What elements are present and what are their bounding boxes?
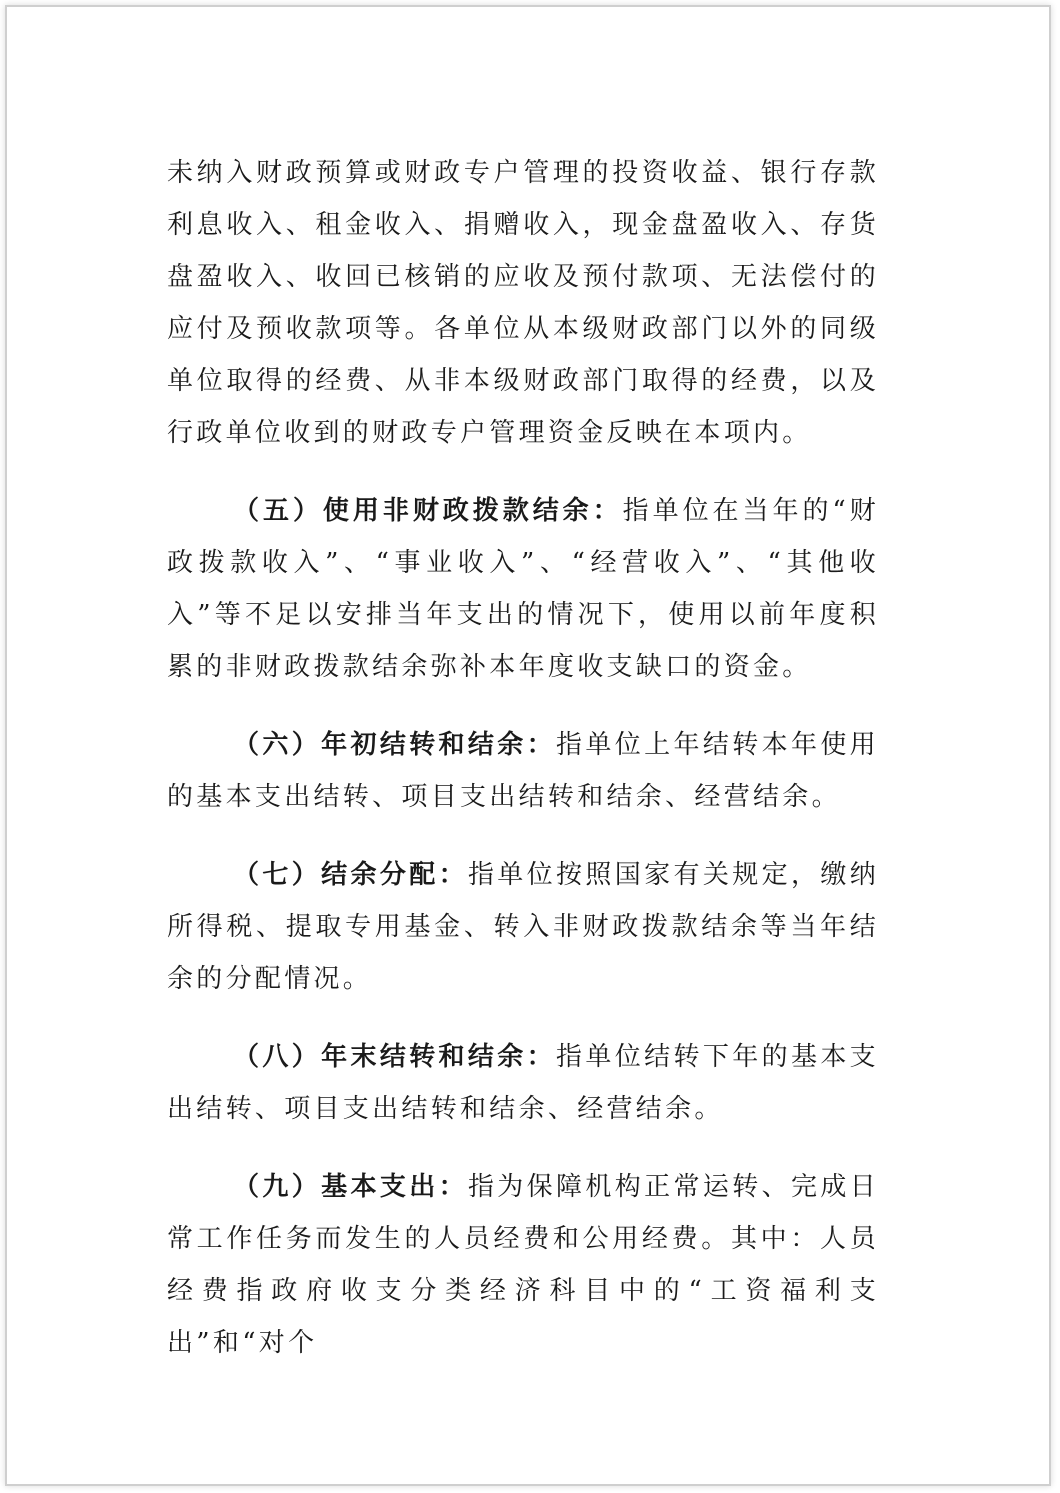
paragraph-term: （九）基本支出：	[233, 1172, 468, 1202]
paragraph-term: （七）结余分配：	[233, 860, 468, 890]
paragraph-term: （五）使用非财政拨款结余：	[233, 496, 623, 526]
paragraph-basic-expenditure	[167, 1161, 879, 1369]
paragraph-income-continued	[167, 147, 879, 459]
paragraph-term: （六）年初结转和结余：	[233, 730, 557, 760]
paragraph-text: 指单位上年结转本年使用的基本支出结转、项目支出结转和结余、经营结余。	[167, 730, 879, 812]
paragraph-text: 指为保障机构正常运转、完成日常工作任务而发生的人员经费和公用经费。其中：人员经费指政府收支分类经济科目中的“工资福利支出”和“对个	[167, 1172, 879, 1358]
document-page	[5, 5, 1051, 1486]
paragraph-text: 指单位按照国家有关规定，缴纳所得税、提取专用基金、转入非财政拨款结余等当年结余的分配情况。	[167, 860, 879, 994]
paragraph-use-non-fiscal-surplus	[167, 485, 879, 693]
paragraph-opening-carryover	[167, 719, 879, 823]
paragraph-text: 指单位在当年的“财政拨款收入”、“事业收入”、“经营收入”、“其他收入”等不足以安排当年支出的情况下，使用以前年度积累的非财政拨款结余弥补本年度收支缺口的资金。	[167, 496, 879, 682]
paragraph-closing-carryover	[167, 1031, 879, 1135]
paragraph-text: 指单位结转下年的基本支出结转、项目支出结转和结余、经营结余。	[167, 1042, 879, 1124]
paragraph-term: （八）年末结转和结余：	[233, 1042, 557, 1072]
paragraph-text: 未纳入财政预算或财政专户管理的投资收益、银行存款利息收入、租金收入、捐赠收入，现金盘盈收入、存货盘盈收入、收回已核销的应收及预付款项、无法偿付的应付及预收款项等。各单位从本级财政部门以外的同级单位取得的经费、从非本级财政部门取得的经费，以及行政单位收到的财政专户管理资金反映在本项内。	[167, 158, 879, 448]
paragraph-surplus-distribution	[167, 849, 879, 1005]
document-body	[167, 147, 879, 1395]
